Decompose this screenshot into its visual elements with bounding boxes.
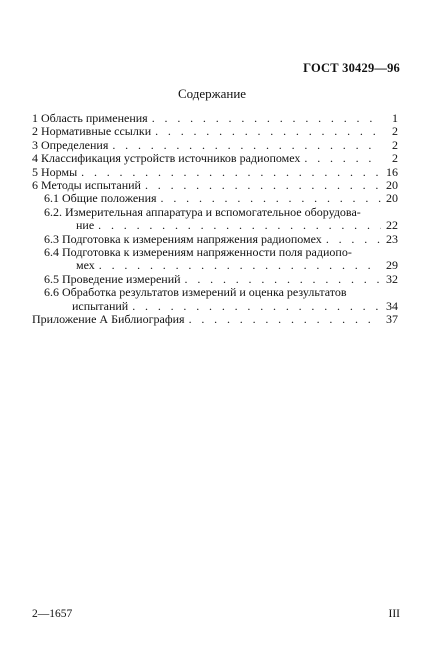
leader-dots — [304, 152, 381, 165]
leader-dots — [326, 233, 381, 246]
toc-entry-label: 6.1 Общие положения — [44, 191, 157, 206]
print-order-number: 2—1657 — [32, 608, 73, 620]
toc-entry-page: 29 — [386, 258, 398, 273]
toc-entry-cont — [32, 259, 398, 272]
toc-entry-page: 1 — [392, 111, 398, 125]
toc-entry-cont — [32, 300, 398, 313]
toc-entry-label: 4 Классификация устройств источников радиопомех — [32, 151, 301, 166]
toc-entry-page: 22 — [386, 218, 398, 233]
toc-entry-label: 1 Область применения — [32, 111, 148, 125]
toc-entry-label: 6.3 Подготовка к измерениям напряжения радиопомех — [44, 231, 322, 246]
toc-entry-6-5[interactable] — [32, 273, 398, 286]
toc-entry-page: 34 — [386, 298, 398, 313]
toc-entry-page: 20 — [386, 191, 398, 206]
leader-dots — [112, 139, 381, 152]
standard-code: ГОСТ 30429—96 — [303, 61, 400, 75]
toc-entry-label: 2 Нормативные ссылки — [32, 124, 152, 139]
toc-entry-page: 37 — [386, 312, 398, 327]
leader-dots — [189, 313, 381, 326]
toc-entry-label: 6 Методы испытаний — [32, 178, 141, 193]
toc-entry-6-3[interactable] — [32, 233, 398, 246]
toc-entry-page: 32 — [386, 271, 398, 286]
toc-entry-page: 16 — [386, 164, 398, 179]
toc-entry-6-6[interactable] — [32, 286, 398, 313]
leader-dots — [132, 300, 381, 313]
toc-entry-label-line2: испытаний — [72, 298, 129, 313]
toc-entry-cont — [32, 219, 398, 232]
toc-entry-4[interactable] — [32, 152, 398, 165]
toc-entry-6-2[interactable] — [32, 206, 398, 233]
toc-entry-label-line1: 6.4 Подготовка к измерениям напряженности поля радиопо- — [44, 245, 352, 260]
leader-dots — [152, 112, 381, 125]
toc-entry-label: 5 Нормы — [32, 164, 78, 179]
leader-dots — [98, 219, 381, 232]
toc-entry-6[interactable] — [32, 179, 398, 192]
toc-entry-label: 6.5 Проведение измерений — [44, 271, 181, 286]
leader-dots — [155, 125, 381, 138]
toc-entry-label-line2: ние — [76, 218, 95, 233]
toc-entry-2[interactable] — [32, 125, 398, 138]
toc-entry-6-4[interactable] — [32, 246, 398, 273]
table-of-contents — [32, 112, 398, 327]
toc-entry-1[interactable] — [32, 112, 398, 125]
toc-entry-label-line2: мех — [76, 258, 95, 273]
toc-entry-label-line1: 6.6 Обработка результатов измерений и оценка результатов — [44, 285, 347, 300]
toc-entry-3[interactable] — [32, 139, 398, 152]
toc-entry-6-1[interactable] — [32, 192, 398, 205]
leader-dots — [145, 179, 381, 192]
toc-entry-label-line1: 6.2. Измерительная аппаратура и вспомогательное оборудова- — [44, 204, 361, 219]
toc-entry-page: 2 — [392, 151, 398, 166]
toc-entry-page: 2 — [392, 124, 398, 139]
leader-dots — [81, 166, 381, 179]
toc-entry-label: 3 Определения — [32, 137, 109, 152]
toc-entry-5[interactable] — [32, 166, 398, 179]
toc-entry-page: 23 — [386, 231, 398, 246]
toc-title: Содержание — [177, 86, 247, 101]
leader-dots — [185, 273, 381, 286]
toc-entry-page: 20 — [386, 178, 398, 193]
toc-entry-appendix-a[interactable] — [32, 313, 398, 326]
leader-dots — [161, 192, 381, 205]
page-number: III — [388, 608, 400, 620]
toc-entry-page: 2 — [392, 137, 398, 152]
leader-dots — [99, 259, 381, 272]
toc-entry-label: Приложение А Библиография — [32, 312, 185, 327]
